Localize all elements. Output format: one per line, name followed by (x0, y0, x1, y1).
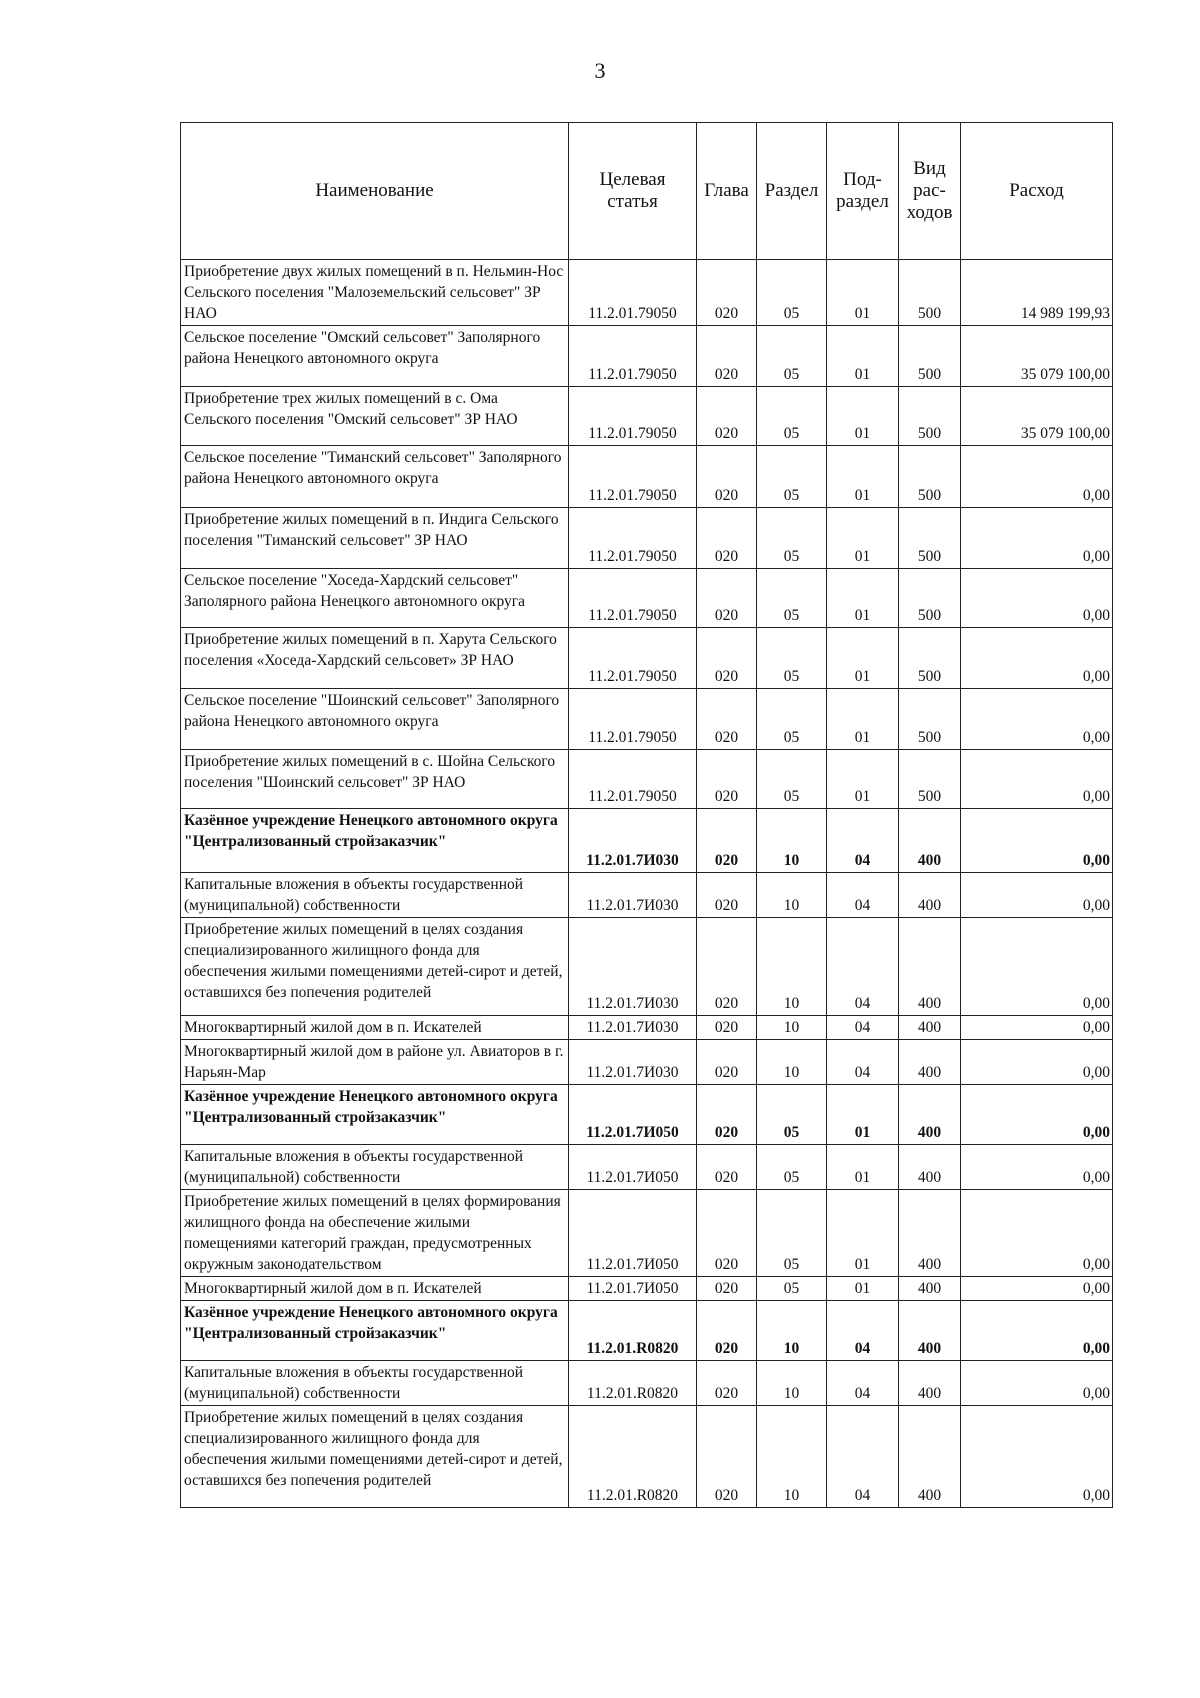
cell-name: Приобретение жилых помещений в целях создания специализированного жилищного фонда для обеспечения жилыми помещениями детей-сирот и детей, оставшихся без попечения родителей (181, 1406, 569, 1508)
cell-chapter: 020 (697, 873, 757, 918)
cell-name: Приобретение жилых помещений в целях создания специализированного жилищного фонда для обеспечения жилыми помещениями детей-сирот и детей, оставшихся без попечения родителей (181, 918, 569, 1016)
cell-chapter: 020 (697, 260, 757, 326)
cell-expense-type: 500 (899, 326, 961, 387)
cell-article: 11.2.01.R0820 (569, 1361, 697, 1406)
table-row (181, 1085, 1113, 1145)
cell-section: 05 (757, 1145, 827, 1190)
cell-chapter: 020 (697, 569, 757, 628)
cell-amount: 0,00 (961, 689, 1113, 750)
table-row (181, 1301, 1113, 1361)
cell-expense-type: 400 (899, 809, 961, 873)
cell-chapter: 020 (697, 809, 757, 873)
cell-name: Приобретение жилых помещений в п. Индига Сельского поселения "Тиманский сельсовет" ЗР НАО (181, 508, 569, 569)
cell-expense-type: 400 (899, 1301, 961, 1361)
cell-chapter: 020 (697, 628, 757, 689)
cell-name: Приобретение жилых помещений в целях формирования жилищного фонда на обеспечение жилыми помещениями категорий граждан, предусмотренных окружным законодательством (181, 1190, 569, 1277)
table-row (181, 809, 1113, 873)
cell-chapter: 020 (697, 1145, 757, 1190)
cell-expense-type: 500 (899, 689, 961, 750)
cell-subsection: 01 (827, 508, 899, 569)
table-row (181, 1040, 1113, 1085)
cell-name: Приобретение жилых помещений в с. Шойна Сельского поселения "Шоинский сельсовет" ЗР НАО (181, 750, 569, 809)
cell-section: 05 (757, 1277, 827, 1301)
cell-subsection: 01 (827, 1145, 899, 1190)
cell-name: Сельское поселение "Хоседа-Хардский сельсовет" Заполярного района Ненецкого автономного округа (181, 569, 569, 628)
header-chapter: Глава (697, 123, 757, 260)
cell-section: 05 (757, 750, 827, 809)
cell-amount: 0,00 (961, 508, 1113, 569)
cell-amount: 0,00 (961, 628, 1113, 689)
cell-article: 11.2.01.7И050 (569, 1145, 697, 1190)
cell-section: 10 (757, 918, 827, 1016)
cell-amount: 0,00 (961, 918, 1113, 1016)
cell-article: 11.2.01.R0820 (569, 1301, 697, 1361)
cell-name: Многоквартирный жилой дом в районе ул. Авиаторов в г. Нарьян-Мар (181, 1040, 569, 1085)
budget-table (180, 122, 1113, 1508)
table-row (181, 446, 1113, 508)
cell-expense-type: 500 (899, 628, 961, 689)
cell-chapter: 020 (697, 1277, 757, 1301)
cell-subsection: 01 (827, 569, 899, 628)
table-row (181, 508, 1113, 569)
cell-section: 05 (757, 446, 827, 508)
cell-chapter: 020 (697, 1301, 757, 1361)
cell-amount: 0,00 (961, 1406, 1113, 1508)
cell-expense-type: 400 (899, 1406, 961, 1508)
cell-article: 11.2.01.79050 (569, 508, 697, 569)
cell-section: 05 (757, 569, 827, 628)
cell-section: 10 (757, 873, 827, 918)
table-row (181, 1145, 1113, 1190)
cell-article: 11.2.01.7И050 (569, 1190, 697, 1277)
cell-amount: 0,00 (961, 446, 1113, 508)
table-row (181, 1277, 1113, 1301)
header-expense-type: Вид рас-ходов (899, 123, 961, 260)
cell-amount: 14 989 199,93 (961, 260, 1113, 326)
cell-expense-type: 400 (899, 873, 961, 918)
cell-subsection: 01 (827, 689, 899, 750)
cell-chapter: 020 (697, 689, 757, 750)
cell-amount: 0,00 (961, 1085, 1113, 1145)
cell-expense-type: 400 (899, 1361, 961, 1406)
cell-section: 05 (757, 1190, 827, 1277)
cell-chapter: 020 (697, 1016, 757, 1040)
table-row (181, 260, 1113, 326)
cell-article: 11.2.01.7И030 (569, 873, 697, 918)
cell-article: 11.2.01.79050 (569, 326, 697, 387)
cell-amount: 0,00 (961, 1301, 1113, 1361)
cell-expense-type: 500 (899, 750, 961, 809)
cell-chapter: 020 (697, 1190, 757, 1277)
cell-name: Многоквартирный жилой дом в п. Искателей (181, 1016, 569, 1040)
cell-section: 05 (757, 260, 827, 326)
cell-chapter: 020 (697, 1040, 757, 1085)
cell-section: 10 (757, 809, 827, 873)
cell-name: Многоквартирный жилой дом в п. Искателей (181, 1277, 569, 1301)
cell-subsection: 04 (827, 918, 899, 1016)
cell-article: 11.2.01.7И030 (569, 1040, 697, 1085)
cell-amount: 0,00 (961, 750, 1113, 809)
cell-article: 11.2.01.79050 (569, 569, 697, 628)
cell-subsection: 01 (827, 446, 899, 508)
cell-expense-type: 400 (899, 1145, 961, 1190)
cell-expense-type: 500 (899, 260, 961, 326)
cell-amount: 0,00 (961, 809, 1113, 873)
table-row (181, 1190, 1113, 1277)
cell-section: 05 (757, 326, 827, 387)
header-section: Раздел (757, 123, 827, 260)
cell-section: 05 (757, 387, 827, 446)
cell-chapter: 020 (697, 918, 757, 1016)
table-row (181, 1016, 1113, 1040)
cell-expense-type: 500 (899, 569, 961, 628)
table-row (181, 326, 1113, 387)
cell-section: 10 (757, 1406, 827, 1508)
cell-amount: 0,00 (961, 873, 1113, 918)
cell-amount: 0,00 (961, 1277, 1113, 1301)
cell-article: 11.2.01.79050 (569, 387, 697, 446)
cell-name: Капитальные вложения в объекты государственной (муниципальной) собственности (181, 1361, 569, 1406)
cell-chapter: 020 (697, 446, 757, 508)
table-row (181, 689, 1113, 750)
cell-subsection: 04 (827, 1361, 899, 1406)
cell-expense-type: 400 (899, 918, 961, 1016)
cell-amount: 35 079 100,00 (961, 326, 1113, 387)
cell-expense-type: 400 (899, 1016, 961, 1040)
header-subsection: Под-раздел (827, 123, 899, 260)
cell-subsection: 04 (827, 873, 899, 918)
cell-expense-type: 400 (899, 1085, 961, 1145)
cell-subsection: 01 (827, 326, 899, 387)
cell-subsection: 01 (827, 750, 899, 809)
cell-amount: 0,00 (961, 569, 1113, 628)
cell-chapter: 020 (697, 387, 757, 446)
cell-section: 10 (757, 1301, 827, 1361)
table-row (181, 1406, 1113, 1508)
table-row (181, 569, 1113, 628)
cell-name: Капитальные вложения в объекты государственной (муниципальной) собственности (181, 873, 569, 918)
cell-amount: 0,00 (961, 1016, 1113, 1040)
cell-section: 10 (757, 1040, 827, 1085)
cell-amount: 35 079 100,00 (961, 387, 1113, 446)
cell-amount: 0,00 (961, 1040, 1113, 1085)
header-article: Целевая статья (569, 123, 697, 260)
cell-subsection: 01 (827, 1277, 899, 1301)
cell-section: 05 (757, 1085, 827, 1145)
cell-amount: 0,00 (961, 1145, 1113, 1190)
cell-chapter: 020 (697, 1406, 757, 1508)
cell-amount: 0,00 (961, 1361, 1113, 1406)
cell-article: 11.2.01.7И030 (569, 1016, 697, 1040)
cell-chapter: 020 (697, 1085, 757, 1145)
cell-section: 10 (757, 1016, 827, 1040)
cell-name: Казённое учреждение Ненецкого автономного округа "Централизованный стройзаказчик" (181, 809, 569, 873)
cell-subsection: 04 (827, 1040, 899, 1085)
cell-expense-type: 500 (899, 387, 961, 446)
cell-section: 10 (757, 1361, 827, 1406)
header-name: Наименование (181, 123, 569, 260)
cell-name: Капитальные вложения в объекты государственной (муниципальной) собственности (181, 1145, 569, 1190)
cell-subsection: 04 (827, 1406, 899, 1508)
cell-article: 11.2.01.7И050 (569, 1277, 697, 1301)
table-row (181, 873, 1113, 918)
header-amount: Расход (961, 123, 1113, 260)
cell-article: 11.2.01.79050 (569, 689, 697, 750)
table-row (181, 387, 1113, 446)
cell-article: 11.2.01.7И050 (569, 1085, 697, 1145)
cell-expense-type: 500 (899, 446, 961, 508)
cell-article: 11.2.01.79050 (569, 750, 697, 809)
cell-subsection: 04 (827, 1016, 899, 1040)
cell-name: Казённое учреждение Ненецкого автономного округа "Централизованный стройзаказчик" (181, 1085, 569, 1145)
cell-subsection: 04 (827, 1301, 899, 1361)
cell-article: 11.2.01.7И030 (569, 809, 697, 873)
table-row (181, 918, 1113, 1016)
cell-article: 11.2.01.79050 (569, 260, 697, 326)
cell-chapter: 020 (697, 508, 757, 569)
table-row (181, 628, 1113, 689)
cell-name: Казённое учреждение Ненецкого автономного округа "Централизованный стройзаказчик" (181, 1301, 569, 1361)
cell-subsection: 01 (827, 1190, 899, 1277)
table-body (181, 260, 1113, 1508)
table-row (181, 750, 1113, 809)
cell-chapter: 020 (697, 1361, 757, 1406)
cell-article: 11.2.01.7И030 (569, 918, 697, 1016)
cell-expense-type: 400 (899, 1190, 961, 1277)
cell-subsection: 01 (827, 1085, 899, 1145)
cell-chapter: 020 (697, 326, 757, 387)
page-number: 3 (594, 58, 606, 83)
cell-amount: 0,00 (961, 1190, 1113, 1277)
table-header-row (181, 123, 1113, 260)
cell-name: Приобретение трех жилых помещений в с. Ома Сельского поселения "Омский сельсовет" ЗР НАО (181, 387, 569, 446)
cell-article: 11.2.01.79050 (569, 446, 697, 508)
cell-chapter: 020 (697, 750, 757, 809)
cell-subsection: 01 (827, 260, 899, 326)
cell-subsection: 04 (827, 809, 899, 873)
cell-subsection: 01 (827, 628, 899, 689)
cell-name: Приобретение двух жилых помещений в п. Нельмин-Нос Сельского поселения "Малоземельский сельсовет" ЗР НАО (181, 260, 569, 326)
cell-expense-type: 400 (899, 1277, 961, 1301)
cell-name: Сельское поселение "Шоинский сельсовет" Заполярного района Ненецкого автономного округа (181, 689, 569, 750)
cell-expense-type: 500 (899, 508, 961, 569)
table-row (181, 1361, 1113, 1406)
cell-section: 05 (757, 689, 827, 750)
cell-article: 11.2.01.79050 (569, 628, 697, 689)
cell-article: 11.2.01.R0820 (569, 1406, 697, 1508)
cell-name: Сельское поселение "Тиманский сельсовет" Заполярного района Ненецкого автономного округа (181, 446, 569, 508)
cell-section: 05 (757, 508, 827, 569)
cell-subsection: 01 (827, 387, 899, 446)
cell-expense-type: 400 (899, 1040, 961, 1085)
cell-name: Сельское поселение "Омский сельсовет" Заполярного района Ненецкого автономного округа (181, 326, 569, 387)
cell-section: 05 (757, 628, 827, 689)
cell-name: Приобретение жилых помещений в п. Харута Сельского поселения «Хоседа-Хардский сельсовет» ЗР НАО (181, 628, 569, 689)
